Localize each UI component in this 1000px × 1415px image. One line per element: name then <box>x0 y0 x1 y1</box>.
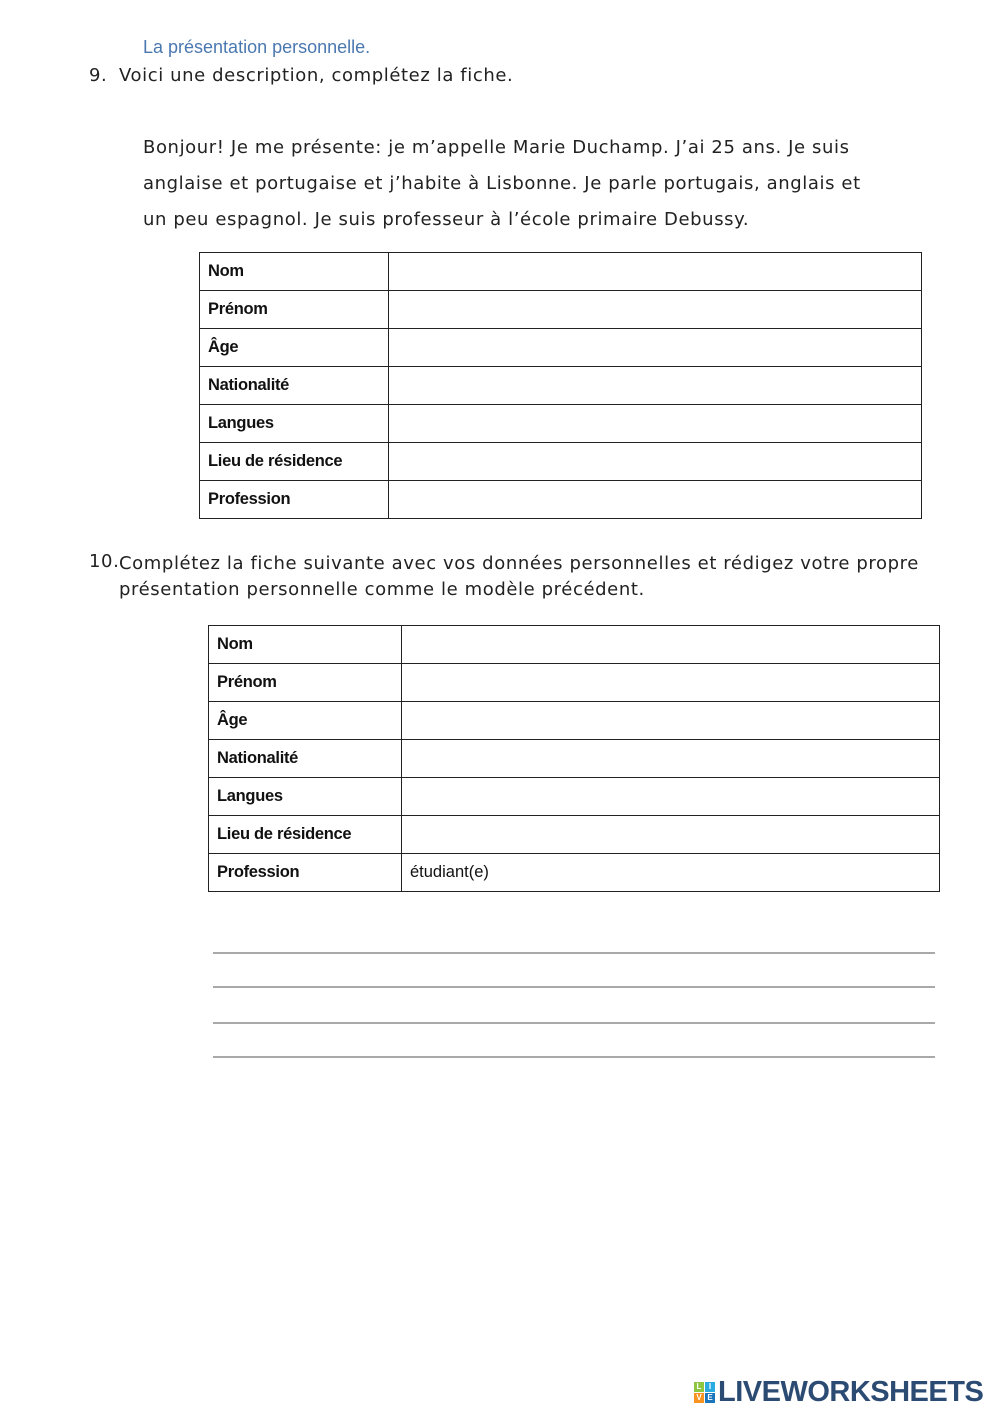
page-header: La présentation personnelle. <box>143 37 371 57</box>
description-line: anglaise et portugaise et j’habite à Lisbonne. Je parle portugais, anglais et <box>143 173 861 194</box>
field-label: Âge <box>200 329 389 367</box>
table-row <box>209 778 940 816</box>
writing-line[interactable] <box>213 952 935 954</box>
fiche-table-q9 <box>199 252 922 519</box>
table-row <box>209 702 940 740</box>
field-label: Profession <box>200 481 389 519</box>
field-label: Profession <box>209 854 402 892</box>
field-label: Lieu de résidence <box>200 443 389 481</box>
field-input-nom[interactable] <box>389 253 922 291</box>
field-label: Prénom <box>209 664 402 702</box>
table-row <box>200 443 922 481</box>
description-paragraph <box>143 130 933 238</box>
field-input-lieu[interactable] <box>402 816 940 854</box>
field-input-age[interactable] <box>402 702 940 740</box>
field-input-profession[interactable] <box>389 481 922 519</box>
question-10-number: 10. <box>89 551 120 572</box>
field-input-prenom[interactable] <box>402 664 940 702</box>
table-row <box>200 367 922 405</box>
field-input-nom[interactable] <box>402 626 940 664</box>
writing-line[interactable] <box>213 1022 935 1024</box>
field-label: Nationalité <box>200 367 389 405</box>
field-input-age[interactable] <box>389 329 922 367</box>
writing-line[interactable] <box>213 1056 935 1058</box>
table-row <box>209 854 940 892</box>
field-input-nationalite[interactable] <box>389 367 922 405</box>
logo-mark-letter: E <box>705 1393 715 1403</box>
table-row <box>209 626 940 664</box>
question-9-instruction: Voici une description, complétez la fiche. <box>119 65 514 86</box>
table-row <box>200 329 922 367</box>
table-row <box>200 481 922 519</box>
liveworksheets-logo <box>694 1376 983 1408</box>
field-label: Prénom <box>200 291 389 329</box>
logo-mark-letter: V <box>694 1393 704 1403</box>
logo-mark-letter: I <box>705 1382 715 1392</box>
writing-line[interactable] <box>213 986 935 988</box>
question-9-number: 9. <box>89 65 108 86</box>
logo-text: LIVEWORKSHEETS <box>718 1375 984 1408</box>
field-input-lieu[interactable] <box>389 443 922 481</box>
table-row <box>209 816 940 854</box>
field-label: Lieu de résidence <box>209 816 402 854</box>
table-row <box>209 664 940 702</box>
field-label: Nom <box>209 626 402 664</box>
field-label: Nationalité <box>209 740 402 778</box>
question-10-instruction: Complétez la fiche suivante avec vos données personnelles et rédigez votre propre présentation personnelle comme le modèle précédent. <box>119 553 919 600</box>
table-row <box>200 405 922 443</box>
field-label: Âge <box>209 702 402 740</box>
description-line: un peu espagnol. Je suis professeur à l’école primaire Debussy. <box>143 209 750 230</box>
field-input-langues[interactable] <box>389 405 922 443</box>
logo-mark-letter: L <box>694 1382 704 1392</box>
field-input-prenom[interactable] <box>389 291 922 329</box>
field-input-langues[interactable] <box>402 778 940 816</box>
field-label: Langues <box>200 405 389 443</box>
field-label: Nom <box>200 253 389 291</box>
field-label: Langues <box>209 778 402 816</box>
table-row <box>200 291 922 329</box>
description-line: Bonjour! Je me présente: je m’appelle Marie Duchamp. J’ai 25 ans. Je suis <box>143 137 850 158</box>
fiche-table-q10 <box>208 625 940 892</box>
table-row <box>200 253 922 291</box>
logo-mark-icon <box>694 1382 715 1403</box>
table-row <box>209 740 940 778</box>
field-input-nationalite[interactable] <box>402 740 940 778</box>
field-input-profession[interactable]: étudiant(e) <box>402 854 940 892</box>
